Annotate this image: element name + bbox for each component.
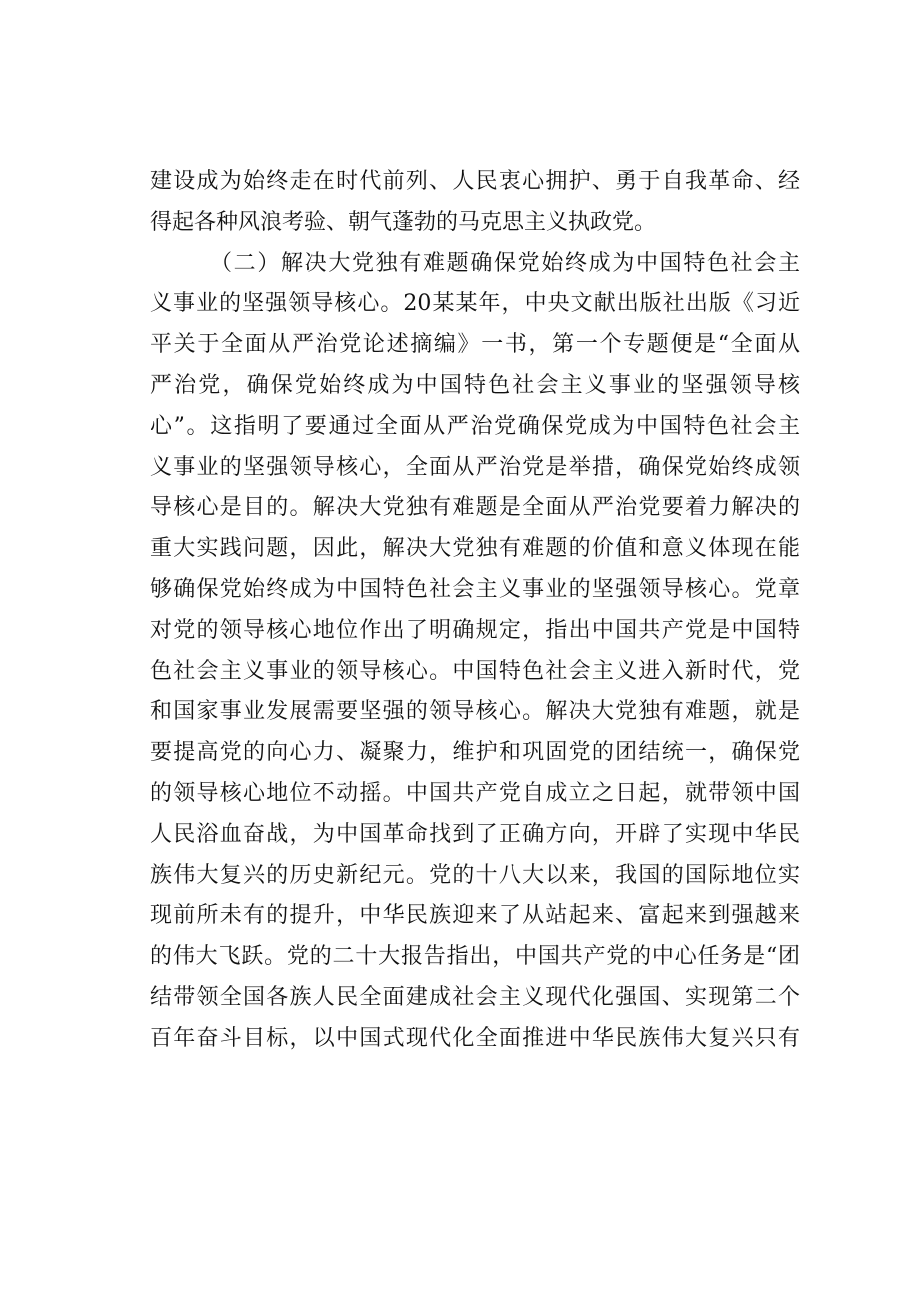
text-line-15: 要提高党的向心力、凝聚力，维护和巩固党的团结统一，确保党: [150, 740, 800, 766]
body-text: [150, 162, 800, 1060]
text-line-17: 人民浴血奋战，为中国革命找到了正确方向，开辟了实现中华民: [150, 821, 800, 847]
text-line-5: 平关于全面从严治党论述摘编》一书，第一个专题便是“全面从: [150, 332, 800, 358]
text-line-18: 族伟大复兴的历史新纪元。党的十八大以来，我国的国际地位实: [150, 862, 800, 888]
text-line-1: 建设成为始终走在时代前列、人民衷心拥护、勇于自我革命、经: [150, 169, 800, 194]
text-line-6: 严治党，确保党始终成为中国特色社会主义事业的坚强领导核: [150, 372, 800, 398]
section-heading-line: （二）解决大党独有难题确保党始终成为中国特色社会主: [210, 250, 800, 276]
text-line-16: 的领导核心地位不动摇。中国共产党自成立之日起，就带领中国: [150, 780, 800, 806]
text-line-14: 和国家事业发展需要坚强的领导核心。解决大党独有难题，就是: [150, 699, 800, 725]
text-line-21: 结带领全国各族人民全面建成社会主义现代化强国、实现第二个: [150, 984, 800, 1010]
text-line-4: 义事业的坚强领导核心。20某某年，中央文献出版社出版《习近: [150, 291, 800, 317]
text-line-13: 色社会主义事业的领导核心。中国特色社会主义进入新时代，党: [150, 658, 800, 684]
text-line-7: 心”。这指明了要通过全面从严治党确保党成为中国特色社会主: [150, 413, 800, 439]
text-line-9: 导核心是目的。解决大党独有难题是全面从严治党要着力解决的: [150, 495, 800, 521]
text-line-22: 百年奋斗目标，以中国式现代化全面推进中华民族伟大复兴只有: [150, 1025, 800, 1051]
text-line-11: 够确保党始终成为中国特色社会主义事业的坚强领导核心。党章: [150, 576, 800, 602]
text-line-19: 现前所未有的提升，中华民族迎来了从站起来、富起来到强越来: [150, 903, 800, 929]
text-line-8: 义事业的坚强领导核心，全面从严治党是举措，确保党始终成领: [150, 454, 800, 480]
text-line-20: 的伟大飞跃。党的二十大报告指出，中国共产党的中心任务是“团: [150, 944, 800, 970]
text-line-10: 重大实践问题，因此，解决大党独有难题的价值和意义体现在能: [150, 536, 800, 562]
text-line-12: 对党的领导核心地位作出了明确规定，指出中国共产党是中国特: [150, 617, 800, 643]
text-line-2: 得起各种风浪考验、朝气蓬勃的马克思主义执政党。: [150, 209, 657, 235]
